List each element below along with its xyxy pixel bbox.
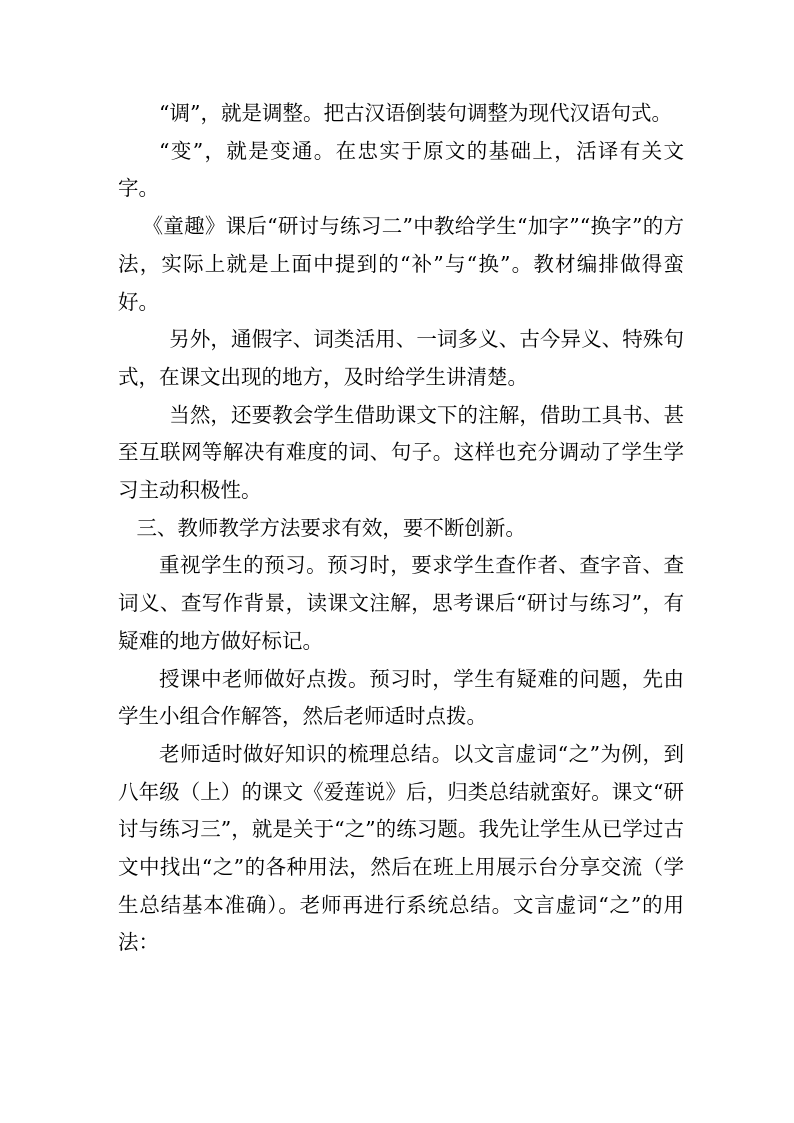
section-heading-three: 三、教师教学方法要求有效，要不断创新。 bbox=[136, 515, 526, 540]
paragraph-bian: “变”，就是变通。在忠实于原文的基础上，活译有关文字。 bbox=[118, 138, 684, 201]
paragraph-tiao: “调”，就是调整。把古汉语倒装句调整为现代汉语句式。 bbox=[159, 101, 672, 125]
paragraph-yuxi: 重视学生的预习。预习时，要求学生查作者、查字音、查词义、查写作背景，读课文注解，思考课后“研讨与练习”，有疑难的地方做好标记。 bbox=[118, 553, 684, 653]
paragraph-dianbo: 授课中老师做好点拨。预习时，学生有疑难的问题，先由学生小组合作解答，然后老师适时点拨。 bbox=[118, 666, 684, 729]
document-body bbox=[118, 95, 684, 962]
paragraph-dangran: 当然，还要教会学生借助课文下的注解，借助工具书、甚至互联网等解决有难度的词、句子。这样也充分调动了学生学习主动积极性。 bbox=[118, 402, 684, 503]
paragraph-lingwai: 另外，通假字、词类活用、一词多义、古今异义、特殊句式，在课文出现的地方，及时给学生讲清楚。 bbox=[118, 327, 684, 389]
paragraph-zongjie: 老师适时做好知识的梳理总结。以文言虚词“之”为例，到八年级（上）的课文《爱莲说》后，归类总结就蛮好。课文“研讨与练习三”，就是关于“之”的练习题。我先让学生从已学过古文中找出“之”的各种用法，然后在班上用展示台分享交流（学生总结基本准确）。老师再进行系统总结。文言虚词“之”的用法： bbox=[118, 741, 684, 955]
paragraph-tongqu: 《童趣》课后“研讨与练习二”中教给学生“加字”“换字”的方法，实际上就是上面中提到的“补”与“换”。教材编排做得蛮好。 bbox=[118, 214, 684, 314]
